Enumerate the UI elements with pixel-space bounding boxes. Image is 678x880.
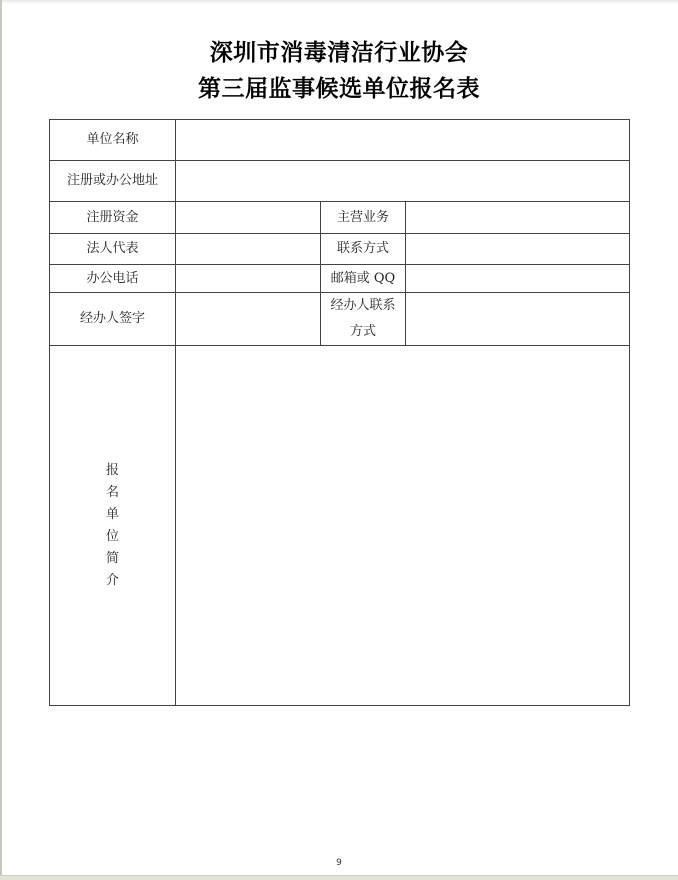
table-row-intro [50, 346, 630, 706]
page-top-shadow [0, 0, 678, 4]
label-email-qq: 邮箱或 QQ [321, 265, 406, 293]
table-row-unit-name [50, 120, 630, 161]
field-registered-capital[interactable] [176, 202, 321, 234]
table-row-handler [50, 293, 630, 346]
field-email-qq[interactable] [406, 265, 630, 293]
field-address[interactable] [176, 161, 630, 202]
field-office-phone[interactable] [176, 265, 321, 293]
label-registered-capital: 注册资金 [50, 202, 176, 234]
field-handler-contact[interactable] [406, 293, 630, 346]
label-unit-introduction: 报名单位简介 [50, 346, 176, 706]
page-bottom-edge [0, 875, 678, 880]
registration-form-table [49, 119, 630, 706]
label-legal-representative: 法人代表 [50, 234, 176, 265]
table-row-phone [50, 265, 630, 293]
field-handler-signature[interactable] [176, 293, 321, 346]
field-contact-method[interactable] [406, 234, 630, 265]
page-left-edge [0, 0, 2, 876]
label-handler-signature: 经办人签字 [50, 293, 176, 346]
document-title-line2: 第三届监事候选单位报名表 [198, 76, 480, 102]
label-handler-contact-line2: 方式 [349, 324, 376, 339]
field-unit-name[interactable] [176, 120, 630, 161]
label-handler-contact-line1: 经办人联系 [330, 298, 396, 313]
label-main-business: 主营业务 [321, 202, 406, 234]
label-contact-method: 联系方式 [321, 234, 406, 265]
label-handler-contact [321, 293, 406, 346]
document-title-line1: 深圳市消毒清洁行业协会 [209, 40, 469, 66]
label-address: 注册或办公地址 [50, 161, 176, 202]
table-row-legal-rep [50, 234, 630, 265]
label-office-phone: 办公电话 [50, 265, 176, 293]
label-unit-name: 单位名称 [50, 120, 176, 161]
field-main-business[interactable] [406, 202, 630, 234]
field-unit-introduction[interactable] [176, 346, 630, 706]
page-number: 9 [336, 858, 342, 868]
field-legal-representative[interactable] [176, 234, 321, 265]
table-row-address [50, 161, 630, 202]
table-row-capital [50, 202, 630, 234]
